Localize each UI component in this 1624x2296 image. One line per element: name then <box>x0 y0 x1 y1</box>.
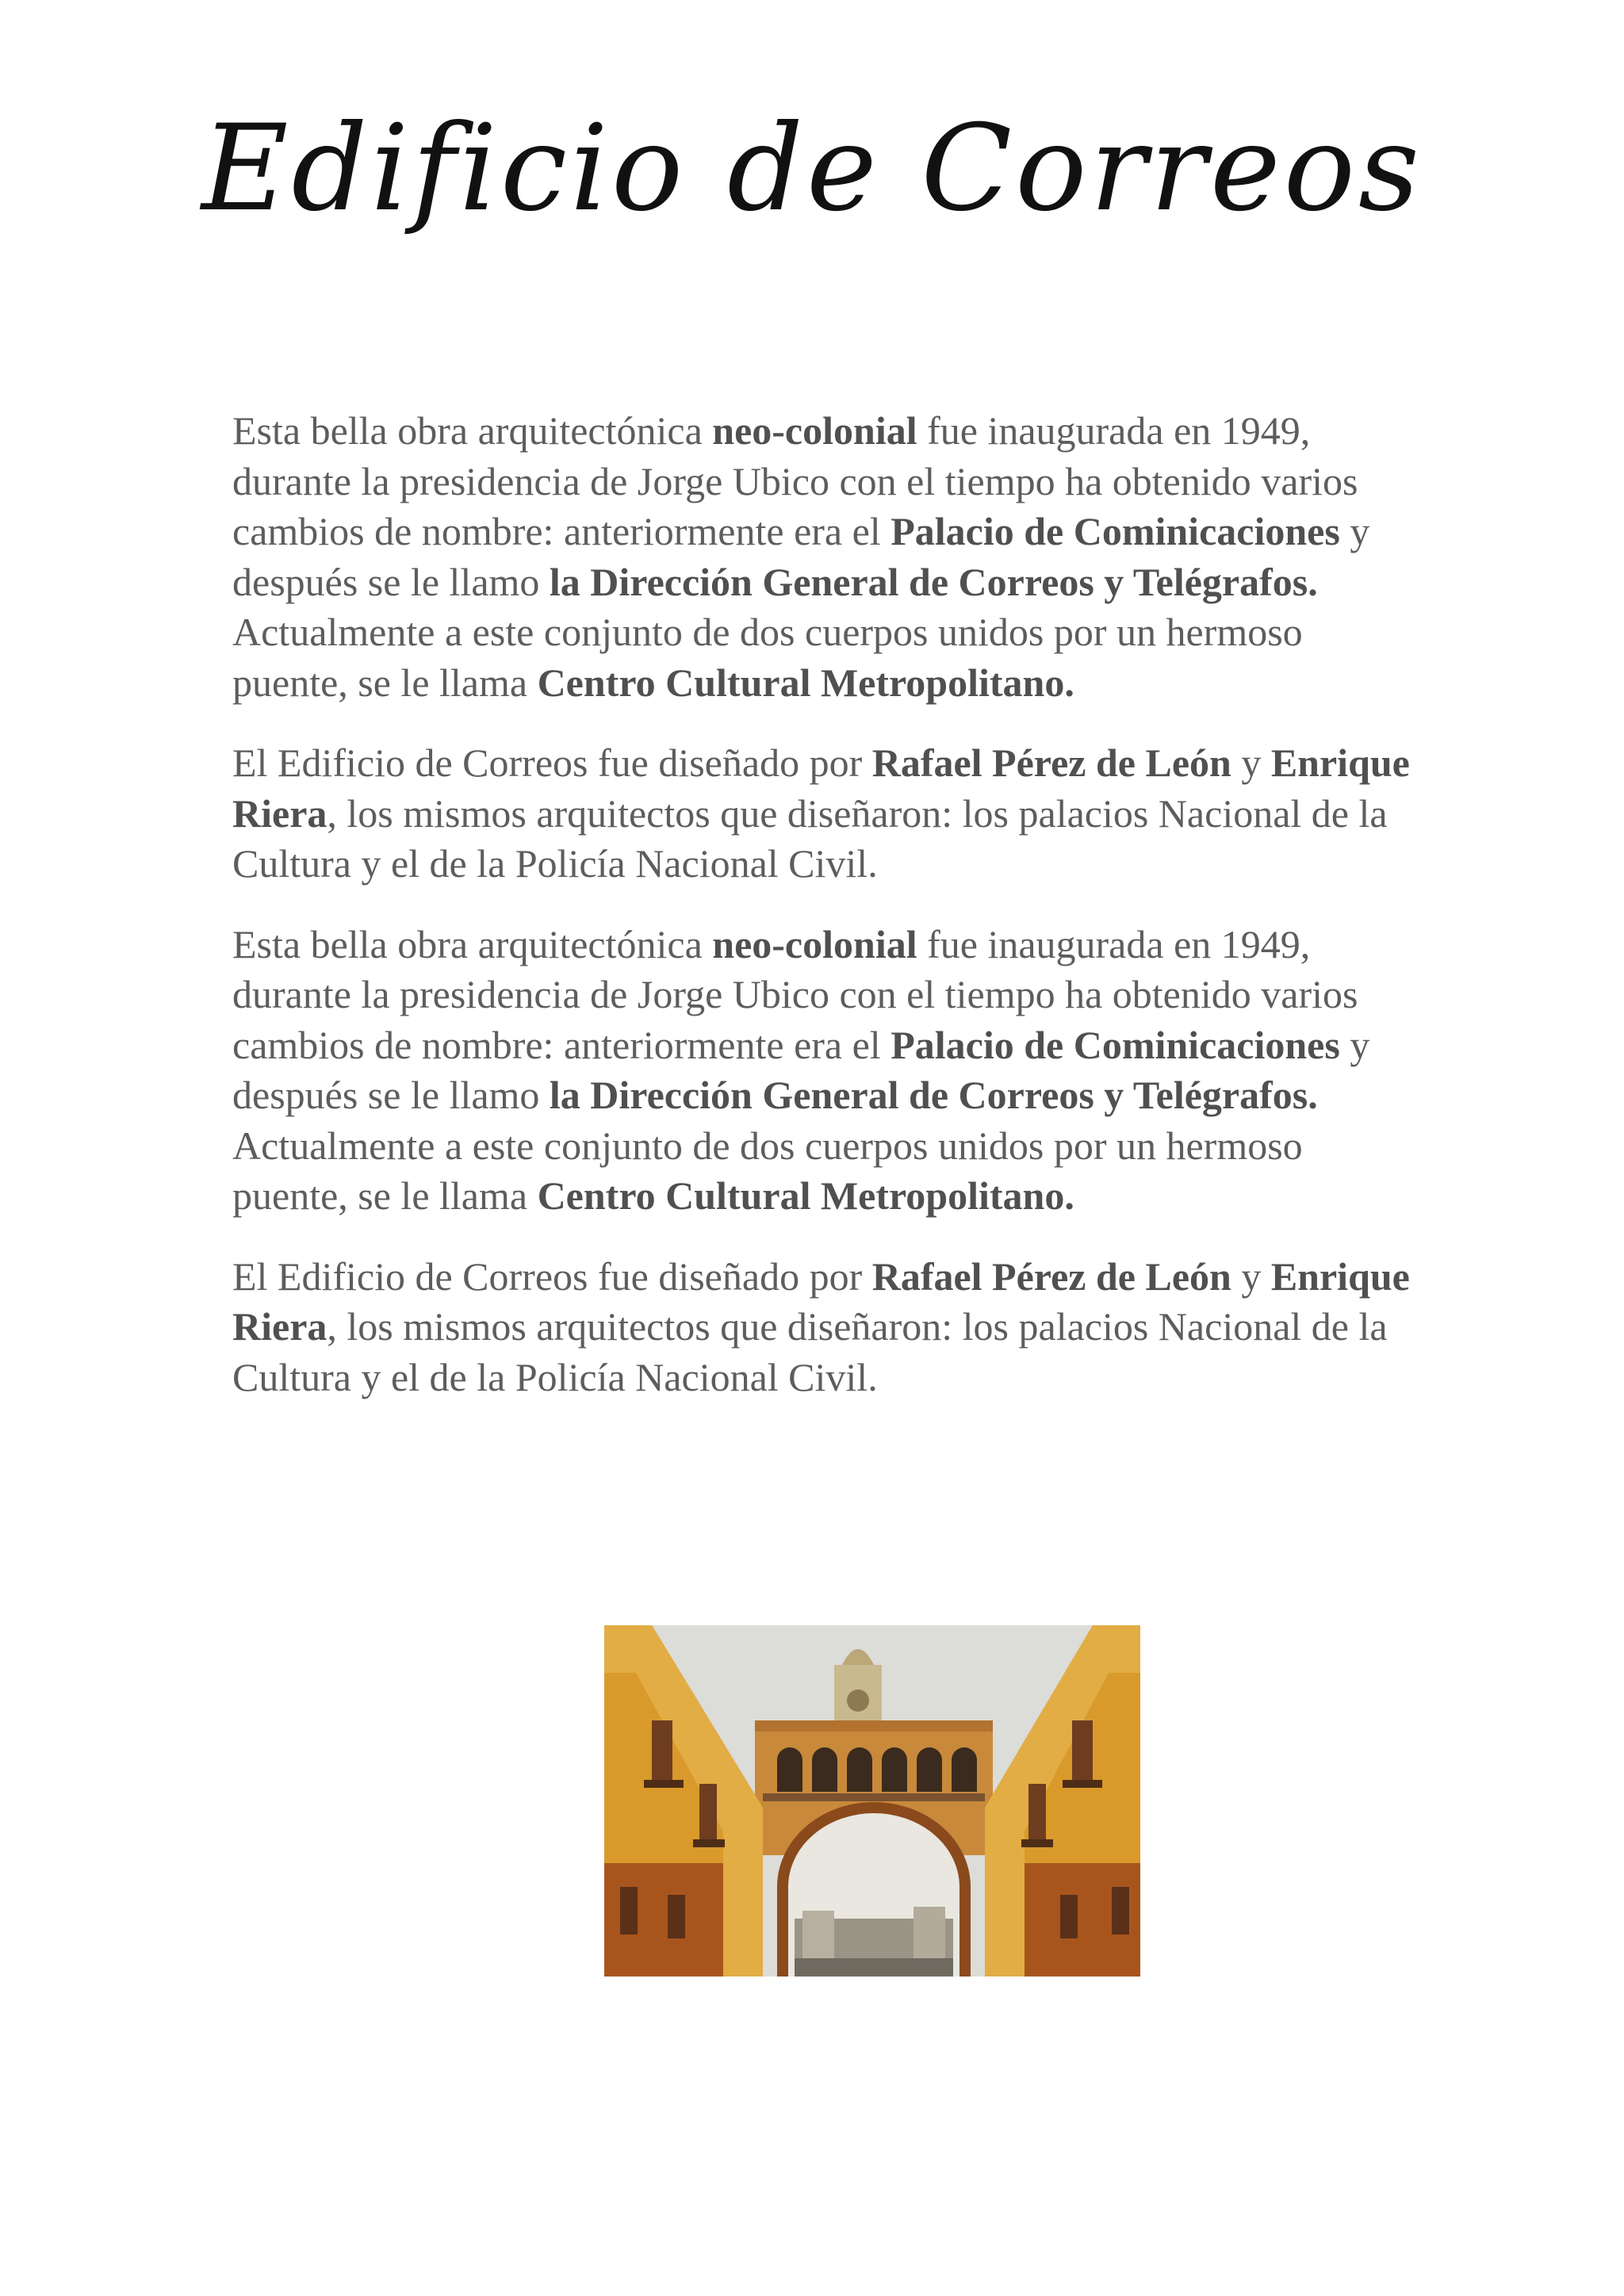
text-run: y <box>1231 740 1271 785</box>
arch-bridge-illustration <box>604 1625 1140 1976</box>
text-run: Actualmente a este conjunto de dos cuerpos unidos por un hermoso puente, se le llama <box>232 610 1303 705</box>
bold-text: Centro Cultural Metropolitano. <box>537 1173 1074 1218</box>
page-title: Edificio de Correos <box>201 100 1423 238</box>
bold-text: Enrique Riera <box>232 740 1410 836</box>
building-photo <box>604 1625 1140 1976</box>
bold-text: neo-colonial <box>712 921 917 966</box>
paragraph <box>232 406 1422 708</box>
text-run: y <box>1231 1253 1271 1299</box>
bold-text: Enrique Riera <box>232 1253 1410 1349</box>
text-run: fue inaugurada en 1949, durante la presidencia de Jorge Ubico con el tiempo ha obtenido varios cambios de nombre: anteriormente era el <box>232 408 1358 553</box>
text-run: , los mismos arquitectos que diseñaron: los palacios Nacional de la Cultura y el de la Policía Nacional Civil. <box>232 1304 1388 1399</box>
body-text <box>232 406 1422 1433</box>
paragraph <box>232 738 1422 890</box>
text-run: Esta bella obra arquitectónica <box>232 921 713 966</box>
bold-text: neo-colonial <box>712 408 917 453</box>
text-run: y después se le llamo <box>232 1022 1370 1117</box>
bold-text: Rafael Pérez de León <box>871 740 1231 785</box>
paragraph <box>232 1252 1422 1403</box>
bold-text: Centro Cultural Metropolitano. <box>537 660 1074 705</box>
paragraph <box>232 920 1422 1222</box>
bold-text: Rafael Pérez de León <box>871 1253 1231 1299</box>
text-run: fue inaugurada en 1949, durante la presidencia de Jorge Ubico con el tiempo ha obtenido varios cambios de nombre: anteriormente era el <box>232 921 1358 1067</box>
bold-text: la Dirección General de Correos y Telégrafos. <box>549 559 1318 604</box>
text-run: Esta bella obra arquitectónica <box>232 408 713 453</box>
bold-text: Palacio de Cominicaciones <box>891 1022 1340 1067</box>
text-run: El Edificio de Correos fue diseñado por <box>232 1253 872 1299</box>
text-run: y después se le llamo <box>232 509 1370 604</box>
bold-text: Palacio de Cominicaciones <box>891 509 1340 553</box>
text-run: , los mismos arquitectos que diseñaron: los palacios Nacional de la Cultura y el de la Policía Nacional Civil. <box>232 790 1388 886</box>
bold-text: la Dirección General de Correos y Telégrafos. <box>549 1073 1318 1117</box>
text-run: El Edificio de Correos fue diseñado por <box>232 740 872 785</box>
text-run: Actualmente a este conjunto de dos cuerpos unidos por un hermoso puente, se le llama <box>232 1123 1303 1218</box>
